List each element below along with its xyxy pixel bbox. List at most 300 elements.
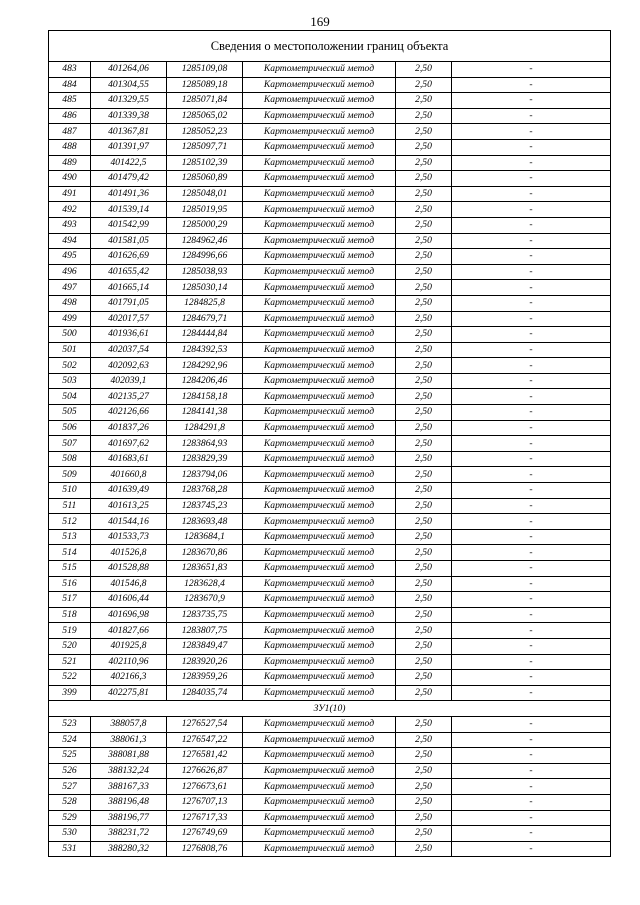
y-coordinate-cell: 1276808,76: [167, 841, 243, 857]
y-coordinate-cell: 1285000,29: [167, 217, 243, 233]
method-cell: Картометрический метод: [243, 841, 396, 857]
table-row: [49, 358, 611, 374]
point-number-cell: 519: [49, 623, 91, 639]
y-coordinate-cell: 1284158,18: [167, 389, 243, 405]
method-cell: Картометрический метод: [243, 826, 396, 842]
table-row: [49, 685, 611, 701]
table-row: [49, 436, 611, 452]
method-cell: Картометрический метод: [243, 654, 396, 670]
table-row: [49, 810, 611, 826]
accuracy-cell: 2,50: [396, 139, 452, 155]
description-cell: -: [452, 311, 611, 327]
y-coordinate-cell: 1283670,86: [167, 545, 243, 561]
table-row: [49, 420, 611, 436]
point-number-cell: 515: [49, 561, 91, 577]
table-row: [49, 327, 611, 343]
point-number-cell: 486: [49, 108, 91, 124]
description-cell: -: [452, 389, 611, 405]
point-number-cell: 528: [49, 794, 91, 810]
method-cell: Картометрический метод: [243, 420, 396, 436]
x-coordinate-cell: 401925,8: [91, 638, 167, 654]
method-cell: Картометрический метод: [243, 327, 396, 343]
y-coordinate-cell: 1284679,71: [167, 311, 243, 327]
x-coordinate-cell: 401264,06: [91, 62, 167, 78]
method-cell: Картометрический метод: [243, 779, 396, 795]
y-coordinate-cell: 1284825,8: [167, 295, 243, 311]
accuracy-cell: 2,50: [396, 373, 452, 389]
accuracy-cell: 2,50: [396, 607, 452, 623]
point-number-cell: 504: [49, 389, 91, 405]
y-coordinate-cell: 1283829,39: [167, 451, 243, 467]
description-cell: -: [452, 358, 611, 374]
description-cell: -: [452, 794, 611, 810]
x-coordinate-cell: 388132,24: [91, 763, 167, 779]
y-coordinate-cell: 1276749,69: [167, 826, 243, 842]
table-row: [49, 576, 611, 592]
point-number-cell: 503: [49, 373, 91, 389]
accuracy-cell: 2,50: [396, 623, 452, 639]
x-coordinate-cell: 388196,48: [91, 794, 167, 810]
point-number-cell: 499: [49, 311, 91, 327]
method-cell: Картометрический метод: [243, 498, 396, 514]
point-number-cell: 510: [49, 483, 91, 499]
y-coordinate-cell: 1285089,18: [167, 77, 243, 93]
description-cell: -: [452, 124, 611, 140]
table-row: [49, 93, 611, 109]
y-coordinate-cell: 1276717,33: [167, 810, 243, 826]
method-cell: Картометрический метод: [243, 280, 396, 296]
y-coordinate-cell: 1276527,54: [167, 716, 243, 732]
x-coordinate-cell: 388280,32: [91, 841, 167, 857]
x-coordinate-cell: 401539,14: [91, 202, 167, 218]
accuracy-cell: 2,50: [396, 264, 452, 280]
method-cell: Картометрический метод: [243, 561, 396, 577]
method-cell: Картометрический метод: [243, 467, 396, 483]
table-row: [49, 826, 611, 842]
description-cell: -: [452, 623, 611, 639]
x-coordinate-cell: 401528,88: [91, 561, 167, 577]
point-number-cell: 502: [49, 358, 91, 374]
accuracy-cell: 2,50: [396, 810, 452, 826]
table-title: Сведения о местоположении границ объекта: [49, 31, 611, 62]
y-coordinate-cell: 1285071,84: [167, 93, 243, 109]
y-coordinate-cell: 1283768,28: [167, 483, 243, 499]
x-coordinate-cell: 401546,8: [91, 576, 167, 592]
accuracy-cell: 2,50: [396, 732, 452, 748]
point-number-cell: 507: [49, 436, 91, 452]
table-row: [49, 841, 611, 857]
table-row: [49, 280, 611, 296]
description-cell: -: [452, 810, 611, 826]
table-row: [49, 217, 611, 233]
accuracy-cell: 2,50: [396, 405, 452, 421]
table-row: [49, 779, 611, 795]
accuracy-cell: 2,50: [396, 498, 452, 514]
x-coordinate-cell: 388231,72: [91, 826, 167, 842]
description-cell: -: [452, 545, 611, 561]
description-cell: -: [452, 592, 611, 608]
accuracy-cell: 2,50: [396, 186, 452, 202]
point-number-cell: 500: [49, 327, 91, 343]
method-cell: Картометрический метод: [243, 716, 396, 732]
y-coordinate-cell: 1284962,46: [167, 233, 243, 249]
method-cell: Картометрический метод: [243, 171, 396, 187]
method-cell: Картометрический метод: [243, 62, 396, 78]
x-coordinate-cell: 401544,16: [91, 514, 167, 530]
point-number-cell: 531: [49, 841, 91, 857]
point-number-cell: 489: [49, 155, 91, 171]
description-cell: -: [452, 514, 611, 530]
table-row: [49, 732, 611, 748]
description-cell: -: [452, 576, 611, 592]
x-coordinate-cell: 388057,8: [91, 716, 167, 732]
point-number-cell: 497: [49, 280, 91, 296]
accuracy-cell: 2,50: [396, 233, 452, 249]
y-coordinate-cell: 1285052,23: [167, 124, 243, 140]
accuracy-cell: 2,50: [396, 77, 452, 93]
description-cell: -: [452, 483, 611, 499]
point-number-cell: 485: [49, 93, 91, 109]
point-number-cell: 525: [49, 748, 91, 764]
point-number-cell: 520: [49, 638, 91, 654]
table-row: [49, 561, 611, 577]
description-cell: -: [452, 108, 611, 124]
point-number-cell: 526: [49, 763, 91, 779]
y-coordinate-cell: 1276707,13: [167, 794, 243, 810]
point-number-cell: 514: [49, 545, 91, 561]
point-number-cell: 522: [49, 670, 91, 686]
y-coordinate-cell: 1284292,96: [167, 358, 243, 374]
x-coordinate-cell: 401655,42: [91, 264, 167, 280]
point-number-cell: 490: [49, 171, 91, 187]
point-number-cell: 496: [49, 264, 91, 280]
x-coordinate-cell: 388167,33: [91, 779, 167, 795]
accuracy-cell: 2,50: [396, 467, 452, 483]
method-cell: Картометрический метод: [243, 763, 396, 779]
method-cell: Картометрический метод: [243, 358, 396, 374]
accuracy-cell: 2,50: [396, 748, 452, 764]
accuracy-cell: 2,50: [396, 124, 452, 140]
description-cell: -: [452, 732, 611, 748]
description-cell: -: [452, 373, 611, 389]
accuracy-cell: 2,50: [396, 561, 452, 577]
x-coordinate-cell: 401367,81: [91, 124, 167, 140]
x-coordinate-cell: 401936,61: [91, 327, 167, 343]
point-number-cell: 508: [49, 451, 91, 467]
x-coordinate-cell: 402092,63: [91, 358, 167, 374]
y-coordinate-cell: 1284141,38: [167, 405, 243, 421]
accuracy-cell: 2,50: [396, 358, 452, 374]
description-cell: -: [452, 77, 611, 93]
table-row: [49, 124, 611, 140]
method-cell: Картометрический метод: [243, 529, 396, 545]
accuracy-cell: 2,50: [396, 654, 452, 670]
x-coordinate-cell: 401329,55: [91, 93, 167, 109]
table-row: [49, 389, 611, 405]
page-number: 169: [310, 14, 330, 29]
x-coordinate-cell: 401696,98: [91, 607, 167, 623]
accuracy-cell: 2,50: [396, 763, 452, 779]
x-coordinate-cell: 401665,14: [91, 280, 167, 296]
y-coordinate-cell: 1276547,22: [167, 732, 243, 748]
y-coordinate-cell: 1285109,08: [167, 62, 243, 78]
description-cell: -: [452, 638, 611, 654]
description-cell: -: [452, 670, 611, 686]
description-cell: -: [452, 529, 611, 545]
y-coordinate-cell: 1284996,66: [167, 249, 243, 265]
y-coordinate-cell: 1283807,75: [167, 623, 243, 639]
description-cell: -: [452, 763, 611, 779]
point-number-cell: 523: [49, 716, 91, 732]
table-row: [49, 748, 611, 764]
table-row: [49, 529, 611, 545]
description-cell: -: [452, 561, 611, 577]
x-coordinate-cell: 401581,05: [91, 233, 167, 249]
x-coordinate-cell: 401479,42: [91, 171, 167, 187]
accuracy-cell: 2,50: [396, 108, 452, 124]
y-coordinate-cell: 1285048,01: [167, 186, 243, 202]
y-coordinate-cell: 1283745,23: [167, 498, 243, 514]
table-row: [49, 716, 611, 732]
x-coordinate-cell: 401660,8: [91, 467, 167, 483]
method-cell: Картометрический метод: [243, 483, 396, 499]
point-number-cell: 494: [49, 233, 91, 249]
y-coordinate-cell: 1276581,42: [167, 748, 243, 764]
accuracy-cell: 2,50: [396, 826, 452, 842]
method-cell: Картометрический метод: [243, 732, 396, 748]
method-cell: Картометрический метод: [243, 545, 396, 561]
x-coordinate-cell: 402166,3: [91, 670, 167, 686]
description-cell: -: [452, 264, 611, 280]
description-cell: -: [452, 467, 611, 483]
x-coordinate-cell: 402135,27: [91, 389, 167, 405]
y-coordinate-cell: 1284035,74: [167, 685, 243, 701]
accuracy-cell: 2,50: [396, 217, 452, 233]
y-coordinate-cell: 1283651,83: [167, 561, 243, 577]
description-cell: -: [452, 93, 611, 109]
description-cell: -: [452, 280, 611, 296]
table-row: [49, 607, 611, 623]
accuracy-cell: 2,50: [396, 280, 452, 296]
x-coordinate-cell: 401339,38: [91, 108, 167, 124]
y-coordinate-cell: 1285019,95: [167, 202, 243, 218]
point-number-cell: 527: [49, 779, 91, 795]
table-row: [49, 155, 611, 171]
point-number-cell: 513: [49, 529, 91, 545]
description-cell: -: [452, 139, 611, 155]
x-coordinate-cell: 402039,1: [91, 373, 167, 389]
x-coordinate-cell: 401391,97: [91, 139, 167, 155]
accuracy-cell: 2,50: [396, 93, 452, 109]
description-cell: -: [452, 436, 611, 452]
table-row: [49, 171, 611, 187]
y-coordinate-cell: 1285038,93: [167, 264, 243, 280]
x-coordinate-cell: 402126,66: [91, 405, 167, 421]
table-row: [49, 373, 611, 389]
method-cell: Картометрический метод: [243, 311, 396, 327]
description-cell: -: [452, 841, 611, 857]
accuracy-cell: 2,50: [396, 171, 452, 187]
accuracy-cell: 2,50: [396, 685, 452, 701]
accuracy-cell: 2,50: [396, 295, 452, 311]
accuracy-cell: 2,50: [396, 389, 452, 405]
table-row: [49, 498, 611, 514]
x-coordinate-cell: 401526,8: [91, 545, 167, 561]
x-coordinate-cell: 402110,96: [91, 654, 167, 670]
description-cell: -: [452, 716, 611, 732]
description-cell: -: [452, 295, 611, 311]
table-row: [49, 638, 611, 654]
description-cell: -: [452, 233, 611, 249]
accuracy-cell: 2,50: [396, 670, 452, 686]
point-number-cell: 495: [49, 249, 91, 265]
method-cell: Картометрический метод: [243, 233, 396, 249]
point-number-cell: 512: [49, 514, 91, 530]
x-coordinate-cell: 401606,44: [91, 592, 167, 608]
accuracy-cell: 2,50: [396, 529, 452, 545]
x-coordinate-cell: 401491,36: [91, 186, 167, 202]
method-cell: Картометрический метод: [243, 514, 396, 530]
table-row: [49, 233, 611, 249]
point-number-cell: 501: [49, 342, 91, 358]
description-cell: -: [452, 498, 611, 514]
method-cell: Картометрический метод: [243, 670, 396, 686]
point-number-cell: 530: [49, 826, 91, 842]
accuracy-cell: 2,50: [396, 779, 452, 795]
y-coordinate-cell: 1283735,75: [167, 607, 243, 623]
description-cell: -: [452, 405, 611, 421]
point-number-cell: 492: [49, 202, 91, 218]
method-cell: Картометрический метод: [243, 436, 396, 452]
method-cell: Картометрический метод: [243, 405, 396, 421]
y-coordinate-cell: 1284444,84: [167, 327, 243, 343]
accuracy-cell: 2,50: [396, 638, 452, 654]
point-number-cell: 493: [49, 217, 91, 233]
method-cell: Картометрический метод: [243, 202, 396, 218]
point-number-cell: 498: [49, 295, 91, 311]
y-coordinate-cell: 1284291,8: [167, 420, 243, 436]
point-number-cell: 487: [49, 124, 91, 140]
y-coordinate-cell: 1285097,71: [167, 139, 243, 155]
table-row: [49, 483, 611, 499]
table-row: [49, 202, 611, 218]
accuracy-cell: 2,50: [396, 249, 452, 265]
description-cell: -: [452, 155, 611, 171]
accuracy-cell: 2,50: [396, 451, 452, 467]
method-cell: Картометрический метод: [243, 295, 396, 311]
table-row: [49, 514, 611, 530]
method-cell: Картометрический метод: [243, 217, 396, 233]
point-number-cell: 483: [49, 62, 91, 78]
point-number-cell: 521: [49, 654, 91, 670]
point-number-cell: 488: [49, 139, 91, 155]
method-cell: Картометрический метод: [243, 623, 396, 639]
description-cell: -: [452, 779, 611, 795]
accuracy-cell: 2,50: [396, 342, 452, 358]
x-coordinate-cell: 402037,54: [91, 342, 167, 358]
method-cell: Картометрический метод: [243, 748, 396, 764]
table-row: [49, 670, 611, 686]
accuracy-cell: 2,50: [396, 592, 452, 608]
table-row: [49, 62, 611, 78]
x-coordinate-cell: 388061,3: [91, 732, 167, 748]
section-row: [49, 701, 611, 717]
point-number-cell: 399: [49, 685, 91, 701]
method-cell: Картометрический метод: [243, 155, 396, 171]
x-coordinate-cell: 401639,49: [91, 483, 167, 499]
table-row: [49, 405, 611, 421]
y-coordinate-cell: 1285102,39: [167, 155, 243, 171]
table-row: [49, 264, 611, 280]
x-coordinate-cell: 402275,81: [91, 685, 167, 701]
y-coordinate-cell: 1283849,47: [167, 638, 243, 654]
table-row: [49, 311, 611, 327]
description-cell: -: [452, 654, 611, 670]
y-coordinate-cell: 1283959,26: [167, 670, 243, 686]
point-number-cell: 505: [49, 405, 91, 421]
method-cell: Картометрический метод: [243, 139, 396, 155]
point-number-cell: 529: [49, 810, 91, 826]
description-cell: -: [452, 217, 611, 233]
y-coordinate-cell: 1276626,87: [167, 763, 243, 779]
accuracy-cell: 2,50: [396, 483, 452, 499]
table-row: [49, 77, 611, 93]
y-coordinate-cell: 1283684,1: [167, 529, 243, 545]
description-cell: -: [452, 171, 611, 187]
accuracy-cell: 2,50: [396, 716, 452, 732]
table-row: [49, 467, 611, 483]
accuracy-cell: 2,50: [396, 576, 452, 592]
description-cell: -: [452, 186, 611, 202]
boundary-coordinates-table: [48, 30, 611, 857]
table-row: [49, 249, 611, 265]
y-coordinate-cell: 1284206,46: [167, 373, 243, 389]
x-coordinate-cell: 401626,69: [91, 249, 167, 265]
y-coordinate-cell: 1283920,26: [167, 654, 243, 670]
description-cell: -: [452, 420, 611, 436]
method-cell: Картометрический метод: [243, 607, 396, 623]
description-cell: -: [452, 249, 611, 265]
table-row: [49, 108, 611, 124]
table-row: [49, 451, 611, 467]
accuracy-cell: 2,50: [396, 202, 452, 218]
x-coordinate-cell: 401827,66: [91, 623, 167, 639]
method-cell: Картометрический метод: [243, 77, 396, 93]
x-coordinate-cell: 401697,62: [91, 436, 167, 452]
y-coordinate-cell: 1283670,9: [167, 592, 243, 608]
table-row: [49, 654, 611, 670]
method-cell: Картометрический метод: [243, 389, 396, 405]
description-cell: -: [452, 62, 611, 78]
method-cell: Картометрический метод: [243, 576, 396, 592]
x-coordinate-cell: 388196,77: [91, 810, 167, 826]
description-cell: -: [452, 748, 611, 764]
accuracy-cell: 2,50: [396, 514, 452, 530]
description-cell: -: [452, 327, 611, 343]
accuracy-cell: 2,50: [396, 62, 452, 78]
method-cell: Картометрический метод: [243, 451, 396, 467]
x-coordinate-cell: 401533,73: [91, 529, 167, 545]
method-cell: Картометрический метод: [243, 249, 396, 265]
table-row: [49, 592, 611, 608]
x-coordinate-cell: 401613,25: [91, 498, 167, 514]
method-cell: Картометрический метод: [243, 373, 396, 389]
description-cell: -: [452, 826, 611, 842]
accuracy-cell: 2,50: [396, 794, 452, 810]
method-cell: Картометрический метод: [243, 186, 396, 202]
description-cell: -: [452, 451, 611, 467]
table-row: [49, 623, 611, 639]
